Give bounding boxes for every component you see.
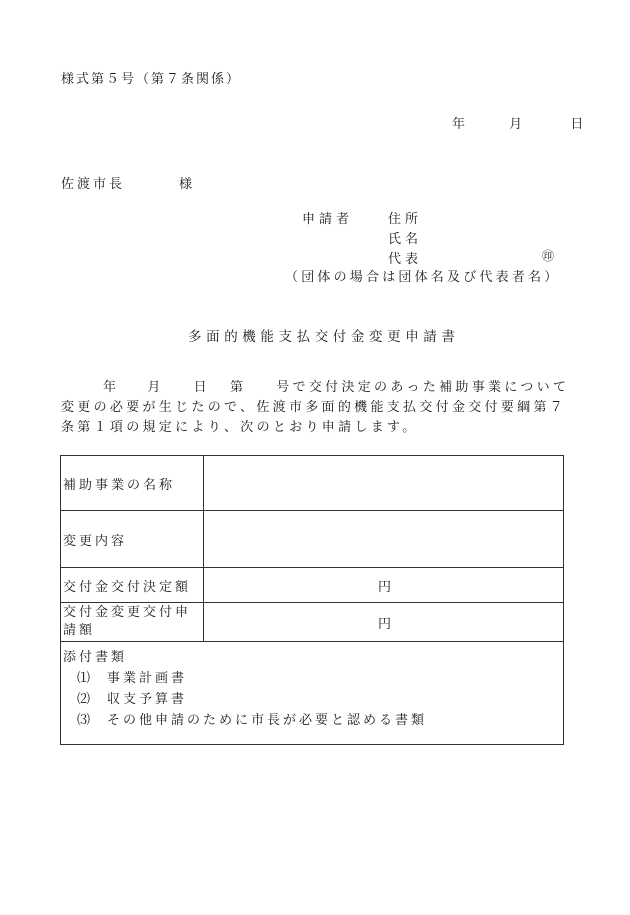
body-paragraph [61,378,571,438]
addressee-honorific: 様 [179,177,196,192]
change-amount-unit: 円 [377,616,391,632]
attachment-number: ⑴ [77,671,91,686]
attachment-number: ⑶ [77,713,91,728]
table-row [61,603,564,642]
seal-mark: ㊞ [542,249,555,263]
addressee-name: 佐渡市長 [61,177,126,192]
date-line [452,113,583,132]
group-note: （団体の場合は団体名及び代表者名） [285,270,561,285]
table-row [61,511,564,568]
representative-label: 代表 [388,252,423,267]
form-number: 様式第５号（第７条関係） [61,72,242,87]
grant-amount-label: 交付金交付決定額 [61,568,204,603]
body-day: 日 [193,380,210,395]
application-table [60,455,564,745]
attachment-item [63,667,563,686]
table-row [61,456,564,511]
change-content-field[interactable] [204,511,564,568]
body-number-prefix: 第 [229,380,247,395]
change-content-label: 変更内容 [61,511,204,568]
date-day-label: 日 [570,117,584,132]
date-year-label: 年 [452,117,466,132]
change-amount-label: 交付金変更交付申請額 [61,603,204,642]
project-name-label: 補助事業の名称 [61,456,204,511]
document-title: 多面的機能支払交付金変更申請書 [188,329,460,345]
applicant-label: 申請者 [302,212,354,227]
body-year: 年 [103,380,120,395]
address-label: 住所 [388,212,423,227]
attachment-text: 事業計画書 [107,671,188,686]
attachment-item [63,709,563,728]
table-row [61,642,564,745]
date-month-label: 月 [509,117,523,132]
attachment-item [63,688,563,707]
attachment-number: ⑵ [77,692,91,707]
change-amount-field[interactable] [204,603,564,642]
table-row [61,568,564,603]
project-name-field[interactable] [204,456,564,511]
grant-amount-field[interactable] [204,568,564,603]
name-label: 氏名 [388,232,423,247]
attachments-cell [61,642,564,745]
attachment-text: その他申請のために市長が必要と認める書類 [107,713,428,728]
body-month: 月 [147,380,164,395]
addressee [61,173,195,192]
body-text: 号で交付決定のあった補助事業について変更の必要が生じたので、佐渡市多面的機能支払交付金交付要綱第７条第１項の規定により、次のとおり申請します。 [61,380,570,435]
grant-amount-unit: 円 [377,579,391,595]
attachment-text: 収支予算書 [107,692,188,707]
attachments-label: 添付書類 [63,650,128,665]
